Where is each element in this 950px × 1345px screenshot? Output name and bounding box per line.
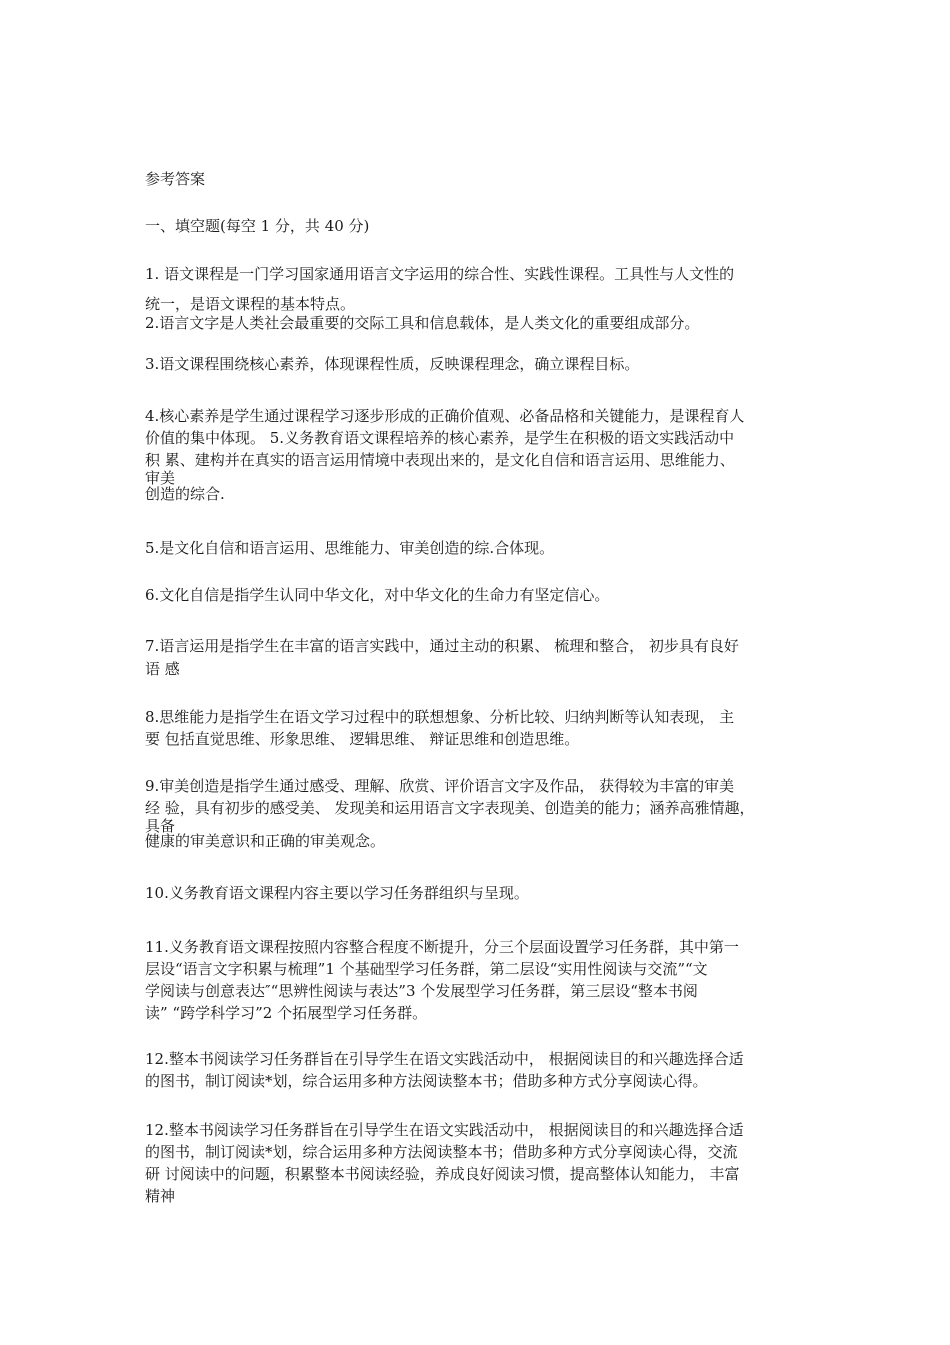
q7-line-1: 7.语言运用是指学生在丰富的语言实践中，通过主动的积累、 梳理和整合， 初步具有良好: [145, 637, 739, 655]
q9-line-1: 9.审美创造是指学生通过感受、理解、欣赏、评价语言文字及作品， 获得较为丰富的审美: [145, 777, 735, 795]
q5-line-1: 5.是文化自信和语言运用、思维能力、审美创造的综.合体现。: [145, 539, 555, 557]
q8-line-1: 8.思维能力是指学生在语文学习过程中的联想想象、分析比较、归纳判断等认知表现， 主: [145, 708, 735, 726]
q9-line-4: 健康的审美意识和正确的审美观念。: [145, 832, 386, 850]
q12b-line-4: 精神: [145, 1187, 176, 1205]
q11-line-4: 读” “跨学科学习”2 个拓展型学习任务群。: [145, 1004, 428, 1022]
q1-line-2: 统一，是语文课程的基本特点。: [145, 295, 356, 313]
q12a-line-1: 12.整本书阅读学习任务群旨在引导学生在语文实践活动中， 根据阅读目的和兴趣选择合适: [145, 1050, 744, 1068]
q12b-line-3: 研 讨阅读中的问题，积累整本书阅读经验，养成良好阅读习惯，提高整体认知能力， 丰富: [145, 1165, 740, 1183]
q10-line-1: 10.义务教育语文课程内容主要以学习任务群组织与呈现。: [145, 884, 529, 902]
q12b-line-2: 的图书，制订阅读*划，综合运用多种方法阅读整本书；借助多种方式分享阅读心得，交流: [145, 1143, 738, 1161]
q4-line-2: 价值的集中体现。 5.义务教育语文课程培养的核心素养，是学生在积极的语文实践活动中: [145, 429, 735, 447]
q12a-line-2: 的图书，制订阅读*划，综合运用多种方法阅读整本书；借助多种方式分享阅读心得。: [145, 1072, 708, 1090]
q6-line-1: 6.文化自信是指学生认同中华文化，对中华文化的生命力有坚定信心。: [145, 586, 610, 604]
q11-line-2: 层设“语言文字积累与梳理”1 个基础型学习任务群，第二层设“实用性阅读与交流”“文: [145, 960, 708, 978]
q4-line-5: 创造的综合.: [145, 485, 225, 503]
q9-line-2: 经 验，具有初步的感受美、 发现美和运用语言文字表现美、创造美的能力；涵养高雅情趣，: [145, 799, 755, 817]
section-heading: 一、填空题(每空 1 分，共 40 分): [145, 217, 370, 235]
q1-line-1: 1. 语文课程是一门学习国家通用语言文字运用的综合性、实践性课程。工具性与人文性的: [145, 265, 735, 283]
q4-line-1: 4.核心素养是学生通过课程学习逐步形成的正确价值观、必备品格和关键能力，是课程育人: [145, 407, 745, 425]
q2-line-1: 2.语言文字是人类社会最重要的交际工具和信息载体，是人类文化的重要组成部分。: [145, 314, 700, 332]
q4-line-3: 积 累、建构并在真实的语言运用情境中表现出来的，是文化自信和语言运用、思维能力、: [145, 451, 735, 469]
answer-title: 参考答案: [145, 170, 206, 188]
q12b-line-1: 12.整本书阅读学习任务群旨在引导学生在语文实践活动中， 根据阅读目的和兴趣选择合适: [145, 1121, 744, 1139]
q8-line-2: 要 包括直觉思维、形象思维、 逻辑思维、 辩证思维和创造思维。: [145, 730, 580, 748]
q11-line-3: 学阅读与创意表达″“思辨性阅读与表达”3 个发展型学习任务群，第三层设“整本书阅: [145, 982, 698, 1000]
q3-line-1: 3.语文课程围绕核心素养，体现课程性质，反映课程理念，确立课程目标。: [145, 355, 640, 373]
q4-line-4: 审美: [145, 469, 176, 487]
q11-line-1: 11.义务教育语文课程按照内容整合程度不断提升，分三个层面设置学习任务群，其中第一: [145, 938, 739, 956]
q9-line-3: 具备: [145, 817, 176, 835]
q7-line-2: 语 感: [145, 660, 180, 678]
